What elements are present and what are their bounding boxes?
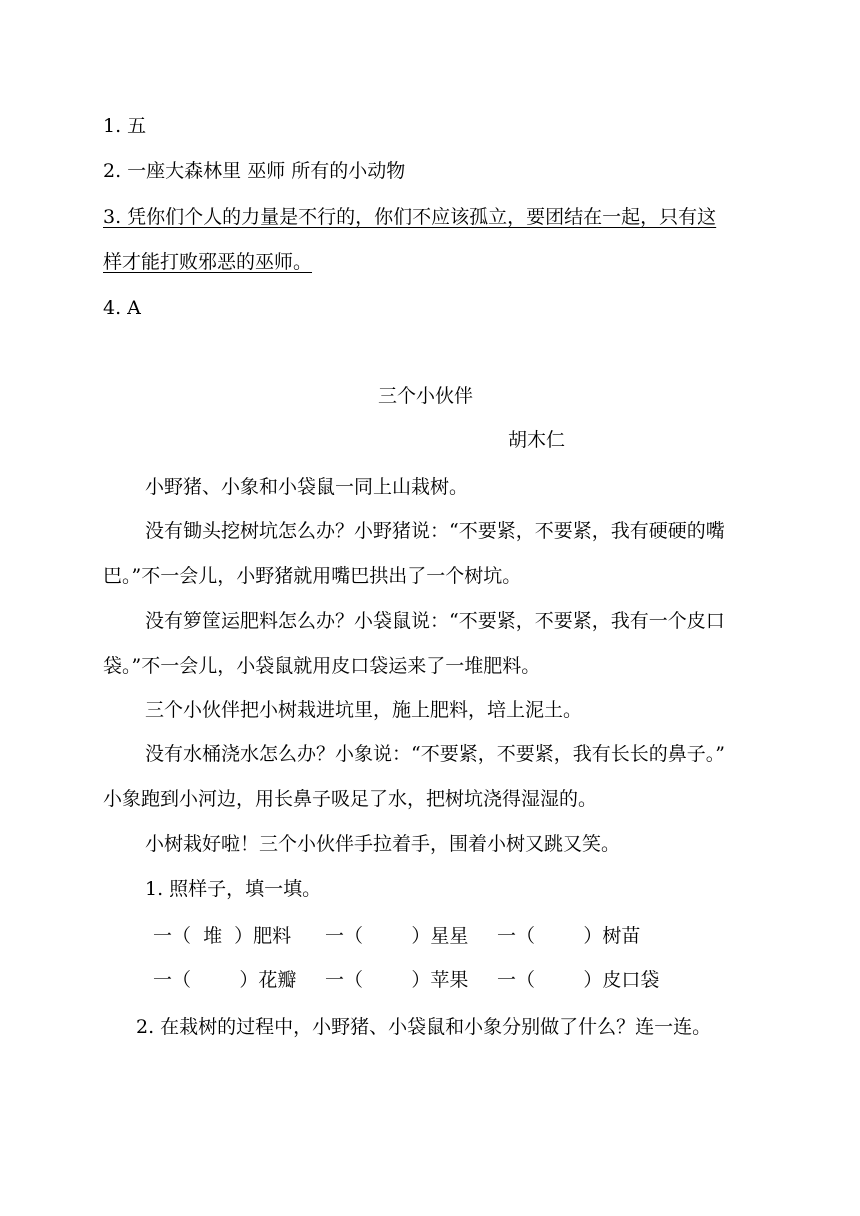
answer-1: 1. 五 [103,115,147,137]
fill-blank-item: 一（ ）花瓣 [153,969,297,991]
answer-2: 2. 一座大森林里 巫师 所有的小动物 [103,160,406,182]
paragraph-1: 小野猪、小象和小袋鼠一同上山栽树。 [145,476,469,498]
fill-blank-item: 一（ ）树苗 [497,925,641,947]
paragraph-4: 三个小伙伴把小树栽进坑里，施上肥料，培上泥土。 [145,699,583,721]
paragraph-5-line-1: 没有水桶浇水怎么办？小象说：“不要紧，不要紧，我有长长的鼻子。” [145,743,725,765]
paragraph-2-line-1: 没有锄头挖树坑怎么办？小野猪说：“不要紧，不要紧，我有硬硬的嘴 [145,520,725,542]
story-title: 三个小伙伴 [378,385,474,407]
paragraph-2-line-2: 巴。”不一会儿，小野猪就用嘴巴拱出了一个树坑。 [103,565,522,587]
fill-blank-item: 一（ ）星星 [325,925,469,947]
answer-3-line-2: 样才能打败邪恶的巫师。 [103,251,313,273]
paragraph-3-line-1: 没有箩筐运肥料怎么办？小袋鼠说：“不要紧，不要紧，我有一个皮口 [145,610,725,632]
fill-blank-item: 一（ 堆 ）肥料 [153,925,292,947]
paragraph-5-line-2: 小象跑到小河边，用长鼻子吸足了水，把树坑浇得湿湿的。 [103,788,598,810]
question-1: 1. 照样子，填一填。 [145,878,322,900]
answer-4: 4. A [103,297,141,319]
story-author: 胡木仁 [508,429,566,451]
question-2: 2. 在栽树的过程中，小野猪、小袋鼠和小象分别做了什么？连一连。 [136,1016,712,1038]
answer-3-line-1: 3. 凭你们个人的力量是不行的，你们不应该孤立，要团结在一起，只有这 [103,206,717,228]
fill-blank-item: 一（ ）皮口袋 [497,969,660,991]
paragraph-6: 小树栽好啦！三个小伙伴手拉着手，围着小树又跳又笑。 [145,833,621,855]
paragraph-3-line-2: 袋。”不一会儿，小袋鼠就用皮口袋运来了一堆肥料。 [103,655,541,677]
fill-blank-item: 一（ ）苹果 [325,969,469,991]
